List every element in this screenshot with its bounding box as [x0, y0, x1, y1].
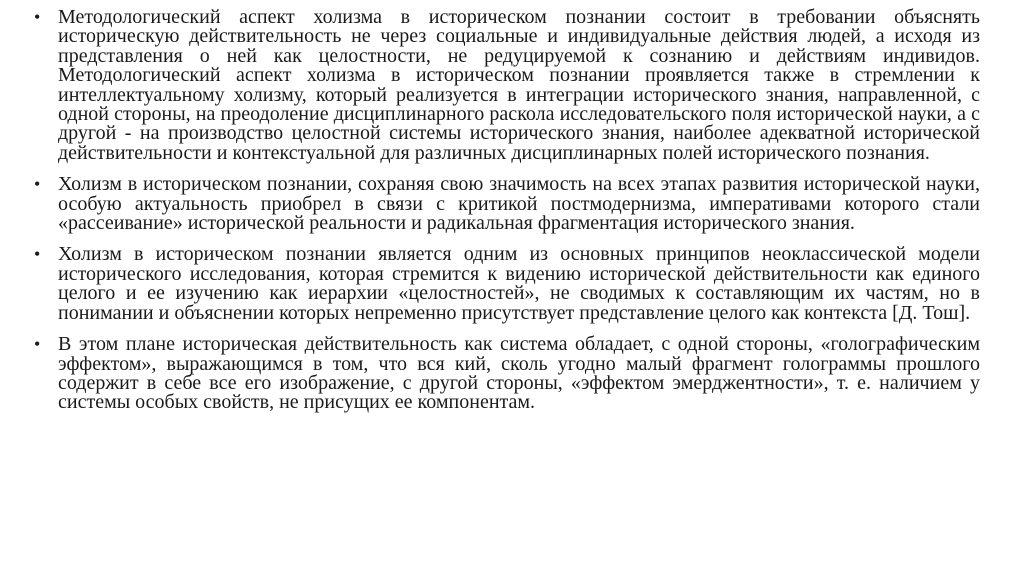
bullet-item — [34, 175, 980, 233]
bullet-dot-icon: • — [34, 174, 41, 195]
bullet-item — [34, 8, 980, 163]
bullet-dot-icon: • — [34, 244, 41, 265]
bullet-text: Холизм в историческом познании, сохраняя свою значимость на всех этапах развития исторической науки, особую актуальность приобрел в связи с критикой постмодернизма, императивами которого стали «рассеивание» исторической реальности и радикальная фрагментация исторического знания. — [58, 173, 980, 235]
bullet-text: В этом плане историческая действительность как система обладает, с одной стороны, «голографическим эффектом», выражающимся в том, что вся кий, сколь угодно малый фрагмент голограммы прошлого содержит в себе все его изображение, с другой стороны, «эффектом эмерджентности», т. е. наличием у системы особых свойств, не присущих ее компонентам. — [58, 333, 980, 414]
bullet-list — [34, 8, 980, 413]
bullet-item — [34, 245, 980, 323]
bullet-dot-icon: • — [34, 7, 41, 27]
bullet-item — [34, 335, 980, 413]
bullet-text: Холизм в историческом познании является одним из основных принципов неоклассической модели исторического исследования, которая стремится к видению исторической действительности как единого целого и ее изучению как иерархии «целостностей», не сводимых к составляющим их частям, но в понимании и объяснении которых непременно присутствует представление целого как контекста [Д. Тош]. — [58, 243, 980, 324]
bullet-text: Методологический аспект холизма в историческом познании состоит в требовании объяснять историческую действительность не через социальные и индивидуальные действия людей, а исходя из представления о ней как целостности, не редуцируемой к сознанию и действиям индивидов. Методологический аспект холизма в историческом познании проявляется также в стремлении к интеллектуальному холизму, который реализуется в интеграции исторического знания, направленной, с одной стороны, на преодоление дисциплинарного раскола исследовательского поля исторической науки, а с другой - на производство целостной системы исторического знания, наиболее адекватной исторической действительности и контекстуальной для различных дисциплинарных полей исторического познания. — [58, 6, 980, 164]
bullet-dot-icon: • — [34, 334, 41, 355]
